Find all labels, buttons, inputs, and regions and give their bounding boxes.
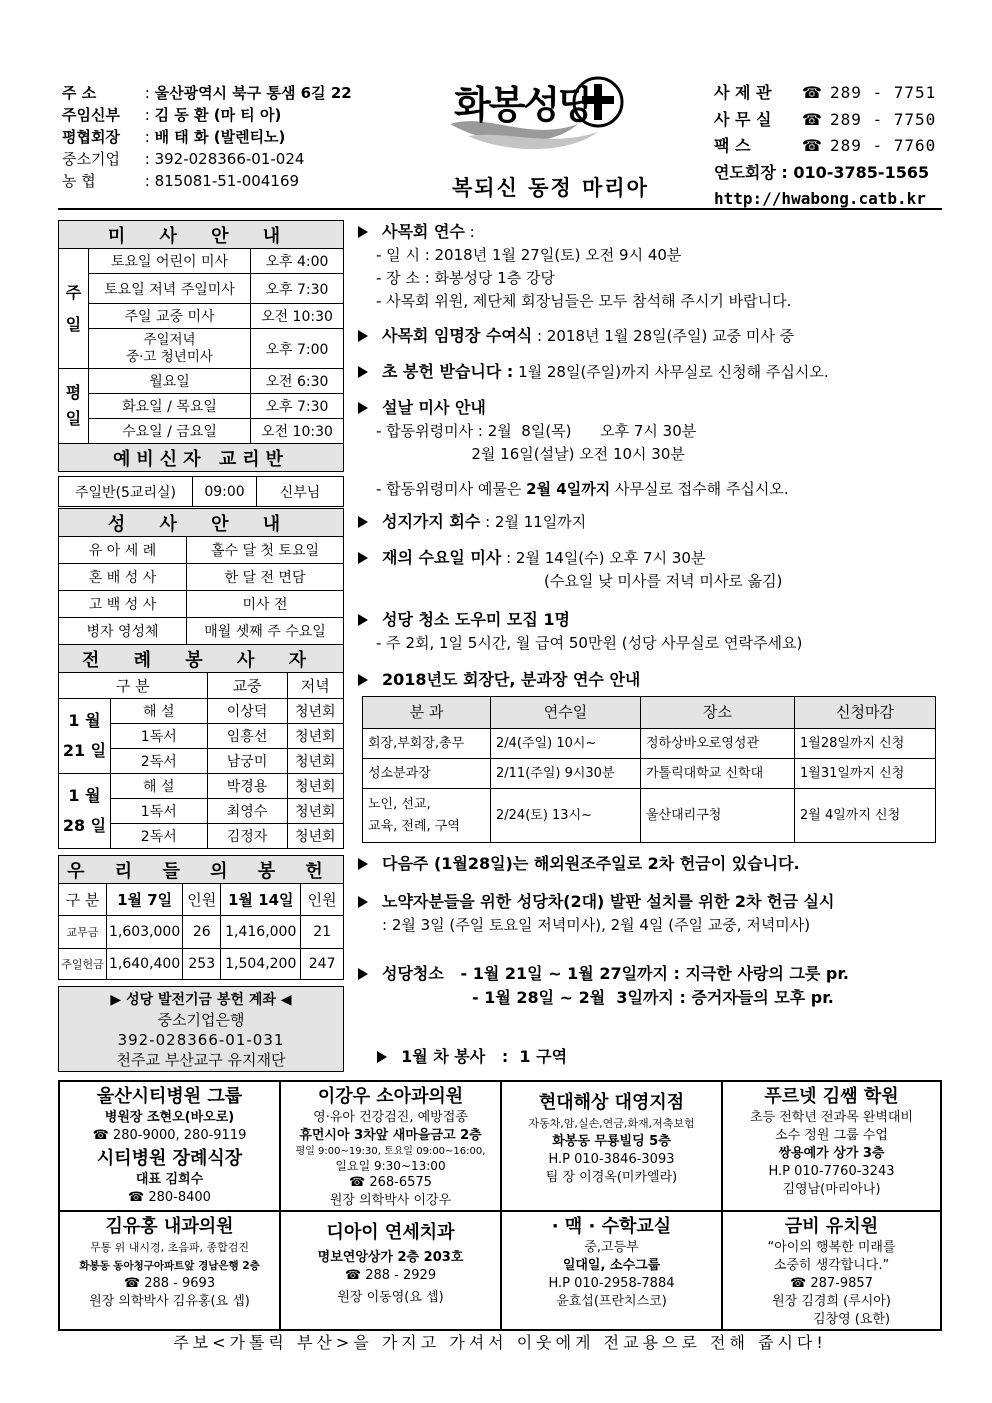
ad-title: · 맥 · 수학교실 — [551, 1216, 672, 1237]
training-table — [362, 696, 936, 843]
notice-text: : — [464, 223, 475, 241]
notice-text: 사무실로 접수해 주십시오. — [610, 480, 789, 498]
triangle-bullet-icon — [358, 858, 368, 870]
notice-title: 사목회 임명장 수여식 — [382, 326, 533, 345]
training-cell: 성소분과장 — [363, 759, 491, 789]
mass-name: 토요일 저녁 주일미사 — [89, 274, 251, 304]
ad-line: 김창영 (요한) — [812, 1312, 891, 1327]
triangle-bullet-icon — [358, 896, 368, 908]
sunday-label: 주 일 — [59, 249, 89, 369]
notice-line: - 일 시 : 2018년 1월 27일(토) 오전 9시 40분 — [376, 246, 682, 264]
notice-item — [358, 510, 942, 546]
training-cell: 회장,부회장,총무 — [363, 729, 491, 759]
notice-text: 1월 28일(주일)까지 사무실로 신청해 주십시오. — [513, 363, 829, 381]
info-label: 중소기업 — [62, 150, 120, 168]
liturgy-person: 이상덕 — [207, 699, 287, 724]
mass-name: 수요일 / 금요일 — [89, 419, 251, 444]
liturgy-group: 청년회 — [287, 799, 343, 824]
notice-line: - 주 2회, 1일 5시간, 월 급여 50만원 (성당 사무실로 연락주세요) — [376, 634, 803, 652]
mass-name: 토요일 어린이 미사 — [89, 249, 251, 274]
footer-note: 주보<가톨릭 부산>을 가지고 가셔서 이웃에게 전교용으로 전해 줍시다! — [173, 1333, 827, 1352]
notice-item — [358, 360, 942, 396]
training-cell: 노인, 선교, 교육, 전례, 구역 — [363, 789, 491, 843]
training-cell: 1월31일까지 신청 — [795, 759, 936, 789]
sacrament-info: 매월 셋째 주 수요일 — [187, 618, 344, 645]
liturgy-role: 해 설 — [111, 699, 208, 724]
ad-line: 초등 전학년 전과목 완벽대비 — [749, 1110, 914, 1125]
liturgy-role: 2독서 — [111, 824, 208, 849]
training-cell: 1월28일까지 신청 — [795, 729, 936, 759]
mass-title: 미 사 안 내 — [59, 221, 344, 249]
training-header: 장소 — [641, 697, 795, 729]
ad-line: 팀 장 이경옥(미카엘라) — [545, 1170, 678, 1185]
liturgy-role: 해 설 — [111, 774, 208, 799]
notice-item — [358, 890, 942, 962]
ad-line: 원장 의학박사 이강우 — [329, 1193, 452, 1208]
mass-time: 오후 7:00 — [251, 329, 344, 369]
notice-item — [358, 668, 942, 852]
offering-header: 구 분 — [59, 884, 107, 916]
mass-time: 오후 4:00 — [251, 249, 344, 274]
mass-name: 월요일 — [89, 369, 251, 394]
offering-header: 인원 — [301, 884, 344, 916]
training-header: 분 과 — [363, 697, 491, 729]
liturgy-role: 1독서 — [111, 799, 208, 824]
ad-line: 평일 9:00~19:30, 토요일 09:00~16:00, — [295, 1146, 486, 1157]
development-fund-box — [58, 986, 344, 1072]
info-label: 주 소 — [62, 84, 97, 102]
notice-item — [358, 852, 942, 890]
contact-number: 289 - 7760 — [829, 136, 937, 155]
sacrament-title: 성 사 안 내 — [59, 509, 344, 537]
ad-line: ☎ 288 - 2929 — [344, 1268, 437, 1283]
notice-text: - 합동위령미사 예물은 — [376, 480, 527, 498]
ad-line: 병원장 조현오(바오로) — [104, 1110, 235, 1125]
ad-line: 원장 김경희 (루시아) — [772, 1294, 891, 1309]
liturgy-person: 박경용 — [207, 774, 287, 799]
mass-time: 오전 10:30 — [251, 304, 344, 329]
info-value: 배 태 화 (발렌티노) — [154, 128, 286, 146]
training-cell: 2/4(주일) 10시~ — [491, 729, 641, 759]
liturgy-date: 1 월 28 일 — [59, 774, 111, 849]
ad-box — [59, 1211, 280, 1330]
ad-title: 이강우 소아과의원 — [317, 1086, 464, 1107]
ad-line: 원장 의학박사 김유홍(요 셉) — [89, 1294, 250, 1309]
ad-box — [280, 1081, 501, 1211]
contact-label: 팩 스 — [714, 136, 751, 155]
ad-line: 화봉동 동아청구아파트앞 경남은행 2층 — [79, 1260, 260, 1272]
mass-time: 오전 6:30 — [251, 369, 344, 394]
liturgy-date: 1 월 21 일 — [59, 699, 111, 774]
notice-item — [358, 962, 942, 1022]
church-name-logo: 화봉성당 — [454, 83, 593, 127]
catechumen-teacher: 신부님 — [257, 477, 344, 507]
notice-deadline: 2월 4일까지 — [526, 480, 611, 498]
phone-icon: ☎ — [802, 83, 822, 102]
header-contacts — [714, 80, 936, 213]
phone-icon: ☎ — [802, 109, 822, 129]
ad-title: 디아이 연세치과 — [326, 1222, 455, 1243]
ads-grid — [58, 1080, 942, 1331]
weekday-label: 평 일 — [59, 369, 89, 444]
ad-line: ☎ 287-9857 — [790, 1276, 873, 1291]
notice-line: - 1월 28일 ~ 2월 3일까지 : 증거자들의 모후 pr. — [472, 988, 834, 1007]
header-slogan: 복되신 동정 마리아 — [452, 176, 649, 200]
ad-line: ☎ 288 - 9693 — [123, 1276, 216, 1291]
training-cell: 정하상바오로영성관 — [641, 729, 795, 759]
offering-table — [58, 855, 344, 980]
mass-time: 오후 7:30 — [251, 394, 344, 419]
liturgy-group: 청년회 — [287, 749, 343, 774]
triangle-bullet-icon — [358, 402, 368, 414]
notice-title: 재의 수요일 미사 — [382, 548, 502, 567]
liturgy-group: 청년회 — [287, 724, 343, 749]
training-cell: 2/24(토) 13시~ — [491, 789, 641, 843]
training-header: 연수일 — [491, 697, 641, 729]
ad-line: H.P 010-2958-7884 — [548, 1276, 675, 1291]
offering-amount: 1,640,400 — [107, 949, 183, 980]
offering-count: 253 — [183, 949, 221, 980]
notice-line: : 2월 3일 (주일 토요일 저녁미사), 2월 4일 (주일 교중, 저녁미사) — [382, 916, 811, 934]
offering-amount: 1,504,200 — [221, 949, 301, 980]
sacrament-name: 고 백 성 사 — [59, 591, 187, 618]
website-link[interactable]: http://hwabong.catb.kr — [714, 189, 926, 208]
liturgy-person: 임흥선 — [207, 724, 287, 749]
info-value: 392-028366-01-024 — [154, 150, 305, 168]
offering-title: 우 리 들 의 봉 헌 — [59, 856, 344, 884]
mass-table — [58, 220, 344, 472]
ad-line: 원장 이동영(요 셉) — [337, 1290, 444, 1305]
ad-title: 김유홍 내과의원 — [105, 1216, 234, 1237]
ad-line: ☎ 280-8400 — [128, 1190, 211, 1205]
mass-name: 화요일 / 목요일 — [89, 394, 251, 419]
info-label: 주임신부 — [62, 106, 120, 124]
ad-box — [59, 1081, 280, 1211]
triangle-bullet-icon — [358, 226, 368, 238]
info-label: 평협회장 — [62, 128, 120, 146]
liturgy-header: 구 분 — [59, 673, 208, 699]
triangle-bullet-icon — [358, 516, 368, 528]
ad-box — [722, 1081, 941, 1211]
ad-box — [501, 1211, 722, 1330]
notice-title: 2018년도 회장단, 분과장 연수 안내 — [382, 670, 641, 689]
ad-line: 일요일 9:30~13:00 — [335, 1159, 446, 1173]
offering-type: 교무금 — [59, 916, 107, 949]
offering-amount: 1,416,000 — [221, 916, 301, 949]
ad-line: 영·유아 건강검진, 예방접종 — [313, 1110, 468, 1125]
notice-title: 사목회 연수 — [382, 222, 465, 241]
catechumen-time: 09:00 — [193, 477, 257, 507]
liturgy-table — [58, 672, 344, 849]
training-cell: 2/11(주일) 9시30분 — [491, 759, 641, 789]
contact-number: 289 - 7751 — [829, 83, 937, 102]
ad-title: 시티병원 장례식장 — [96, 1148, 243, 1169]
info-value: 김 동 환 (마 티 아) — [154, 106, 282, 124]
catechumen-table — [58, 476, 344, 507]
ad-line: 화봉동 무룡빌딩 5층 — [552, 1134, 671, 1149]
ad-line: 대표 김희수 — [135, 1172, 204, 1187]
notice-item — [358, 1022, 942, 1066]
header-info: 주 소 : 울산광역시 북구 통샘 6길 22 주임신부 : 김 동 환 (마 티 아) 평협회장 : 배 태 화 (발렌티노) 중소기업 : 392-028366-01-024 농 협 : 815081-51-004169 — [62, 84, 352, 190]
training-cell: 2월 4일까지 신청 — [795, 789, 936, 843]
fund-holder: 천주교 부산교구 유지재단 — [116, 1051, 286, 1069]
liturgy-person: 남궁미 — [207, 749, 287, 774]
triangle-bullet-icon — [377, 1051, 387, 1063]
notice-text: : 2018년 1월 28일(주일) 교중 미사 중 — [532, 327, 795, 345]
offering-count: 21 — [301, 916, 344, 949]
mass-name: 주일 교중 미사 — [89, 304, 251, 329]
liturgy-title: 전 례 봉 사 자 — [59, 645, 344, 673]
ad-line: ☎ 268-6575 — [349, 1175, 432, 1190]
notice-text: : 2월 11일까지 — [480, 513, 587, 531]
ad-line: “아이의 행복한 미래를 — [767, 1240, 896, 1255]
offering-amount: 1,603,000 — [107, 916, 183, 949]
liturgy-person: 최영수 — [207, 799, 287, 824]
info-label: 농 협 — [62, 172, 96, 190]
ad-line: 휴먼시아 3차앞 새마을금고 2층 — [299, 1128, 482, 1143]
ad-line: H.P 010-7760-3243 — [768, 1164, 895, 1179]
offering-count: 247 — [301, 949, 344, 980]
notice-item — [358, 324, 942, 360]
fund-bank: 중소기업은행 — [157, 1011, 245, 1029]
triangle-bullet-icon — [358, 614, 368, 626]
offering-count: 26 — [183, 916, 221, 949]
contact-label: 사 무 실 — [714, 109, 772, 129]
info-value: 울산광역시 북구 통샘 6길 22 — [154, 84, 352, 102]
ad-title: 현대해상 대영지점 — [538, 1092, 685, 1113]
mass-name: 주일저녁 중·고 청년미사 — [89, 329, 251, 369]
offering-header: 1월 7일 — [107, 884, 183, 916]
triangle-bullet-icon — [358, 330, 368, 342]
info-value: 815081-51-004169 — [154, 172, 300, 190]
notice-line: - 합동위령미사 : 2월 8일(목) 오후 7시 30분 — [376, 422, 697, 440]
header-divider — [58, 208, 942, 210]
liturgy-group: 청년회 — [287, 824, 343, 849]
sacrament-table — [58, 508, 344, 673]
training-cell: 가톨릭대학교 신학대 — [641, 759, 795, 789]
sacrament-name: 혼 배 성 사 — [59, 564, 187, 591]
catechumen-class: 주일반(5교리실) — [59, 477, 193, 507]
mass-time: 오전 10:30 — [251, 419, 344, 444]
liturgy-header: 교중 — [207, 673, 287, 699]
notice-line: - 사목회 위원, 제단체 회장님들은 모두 참석해 주시기 바랍니다. — [376, 292, 792, 310]
ad-box — [280, 1211, 501, 1330]
notice-item — [358, 396, 942, 510]
ad-title: 금비 유치원 — [784, 1216, 879, 1237]
catechumen-title: 예비신자 교리반 — [59, 444, 344, 472]
notice-line: 2월 16일(설날) 오전 10시 30분 — [376, 445, 685, 463]
sacrament-name: 유 아 세 례 — [59, 537, 187, 564]
ad-line: 소중히 생각합니다.” — [773, 1258, 890, 1273]
triangle-bullet-icon — [358, 674, 368, 686]
notice-item — [358, 546, 942, 608]
ad-line: 중,고등부 — [584, 1240, 639, 1255]
liturgy-group: 청년회 — [287, 699, 343, 724]
ad-line: H.P 010-3846-3093 — [548, 1152, 675, 1167]
liturgy-person: 김정자 — [207, 824, 287, 849]
notice-title: 성지가지 회수 — [382, 512, 481, 531]
ad-box — [501, 1081, 722, 1211]
notices — [358, 220, 942, 1066]
fund-account: 392-028366-01-031 — [117, 1031, 285, 1049]
ad-line: 일대일, 소수그룹 — [562, 1258, 661, 1273]
notice-title: 노약자분들을 위한 성당차(2대) 발판 설치를 위한 2차 헌금 실시 — [382, 892, 835, 911]
sacrament-name: 병자 영성체 — [59, 618, 187, 645]
mass-time: 오후 7:30 — [251, 274, 344, 304]
triangle-bullet-icon — [358, 968, 368, 980]
ad-line: 무통 위 내시경, 초음파, 종합검진 — [89, 1241, 250, 1254]
notice-title: 성당청소 - 1월 21일 ~ 1월 27일까지 : 지극한 사랑의 그릇 pr. — [382, 964, 850, 983]
liturgy-role: 2독서 — [111, 749, 208, 774]
ad-line: 명보연앙상가 2층 203호 — [317, 1250, 464, 1265]
offering-header: 1월 14일 — [221, 884, 301, 916]
contact-number: 289 - 7750 — [829, 109, 937, 129]
ad-title: 울산시티병원 그룹 — [96, 1086, 243, 1107]
notice-line: (수요일 낮 미사를 저녁 미사로 옮김) — [544, 572, 783, 590]
phone-icon: ☎ — [802, 136, 822, 155]
triangle-bullet-icon — [358, 366, 368, 378]
ad-line: 소수 정원 그룹 수업 — [775, 1128, 888, 1143]
contact-label: 사 제 관 — [714, 83, 772, 102]
ad-line: 윤효섭(프란치스코) — [556, 1294, 667, 1309]
liturgy-role: 1독서 — [111, 724, 208, 749]
sacrament-info: 한 달 전 면담 — [187, 564, 344, 591]
training-header: 신청마감 — [795, 697, 936, 729]
offering-type: 주일헌금 — [59, 949, 107, 980]
offering-header: 인원 — [183, 884, 221, 916]
sacrament-info: 홀수 달 첫 토요일 — [187, 537, 344, 564]
ad-box — [722, 1211, 941, 1330]
triangle-bullet-icon — [358, 552, 368, 564]
notice-item — [358, 220, 942, 324]
notice-title: 다음주 (1월28일)는 해외원조주일로 2차 헌금이 있습니다. — [382, 854, 800, 873]
ad-line: 김영남(마리아나) — [782, 1182, 881, 1197]
notice-text: : 2월 14일(수) 오후 7시 30분 — [501, 549, 706, 567]
ad-line: ☎ 280-9000, 280-9119 — [92, 1128, 247, 1143]
notice-title: 성당 청소 도우미 모집 1명 — [382, 610, 570, 629]
liturgy-header: 저녁 — [287, 673, 343, 699]
sacrament-info: 미사 전 — [187, 591, 344, 618]
notice-title: 1월 차 봉사 : 1 구역 — [401, 1047, 568, 1066]
yeondo-contact: 연도회장 : 010-3785-1565 — [714, 162, 930, 182]
training-cell: 울산대리구청 — [641, 789, 795, 843]
ad-title: 푸르넷 김쌤 학원 — [764, 1086, 899, 1107]
notice-line: - 장 소 : 화봉성당 1층 강당 — [376, 269, 556, 287]
liturgy-group: 청년회 — [287, 774, 343, 799]
notice-title: 설날 미사 안내 — [382, 398, 486, 417]
fund-title: ▶ 성당 발전기금 봉헌 계좌 ◀ — [110, 992, 292, 1008]
ad-line: 자동차,암,실손,연금,화재,저축보험 — [528, 1117, 695, 1130]
notice-item — [358, 608, 942, 668]
ad-line: 쌍용예가 상가 3층 — [778, 1146, 885, 1161]
notice-title: 초 봉헌 받습니다 : — [382, 362, 514, 381]
